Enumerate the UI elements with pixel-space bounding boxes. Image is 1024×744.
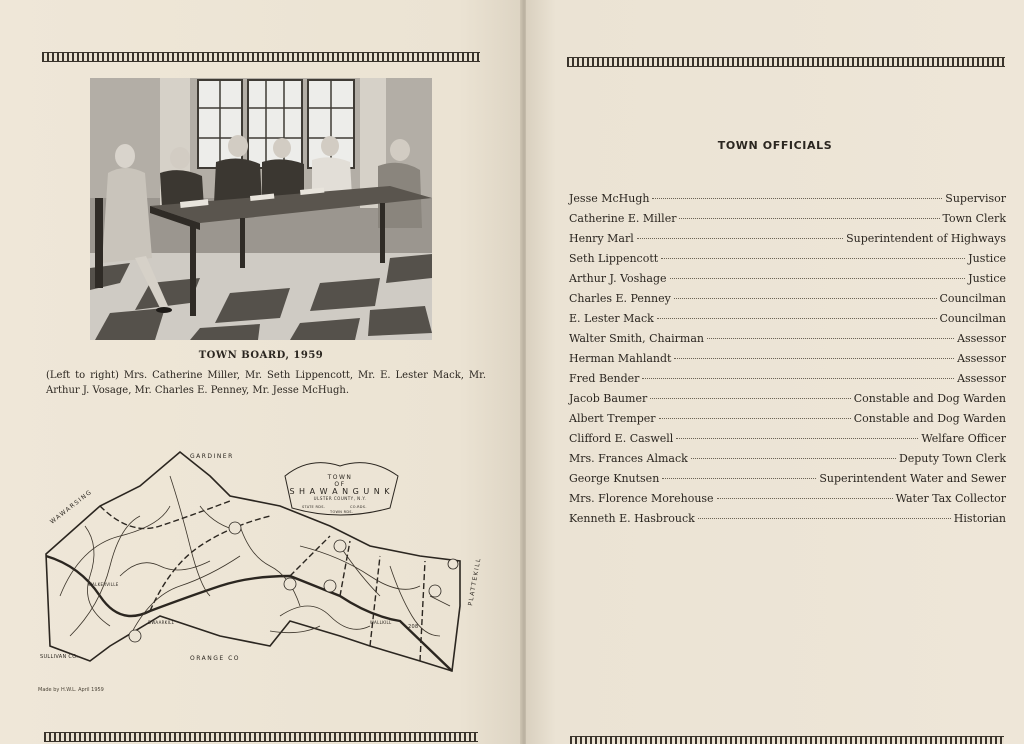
dot-leader (674, 298, 937, 299)
map-credit: Made by H.W.L. April 1959 (38, 687, 104, 693)
township-map (40, 446, 492, 696)
top-ornament-border (42, 52, 480, 62)
dot-leader (717, 498, 893, 499)
map-title-line3: S H A W A N G U N K (289, 487, 391, 496)
official-name: George Knutsen (569, 472, 660, 485)
official-role: Councilman (939, 312, 1006, 325)
map-title-line4: ULSTER COUNTY, N.Y. (313, 496, 367, 501)
dot-leader (661, 258, 965, 259)
official-role: Constable and Dog Warden (853, 412, 1006, 425)
official-role: Justice (968, 252, 1006, 265)
town-board-photo-image (90, 78, 432, 340)
map-label-dwaarkill: DWAARKILL (148, 620, 175, 625)
dot-leader (691, 458, 896, 459)
top-ornament-border-right (567, 57, 1005, 67)
official-name: Herman Mahlandt (569, 352, 672, 365)
official-row (569, 212, 1006, 232)
dot-leader (650, 398, 851, 399)
official-row (569, 492, 1006, 512)
official-role: Welfare Officer (921, 432, 1006, 445)
map-label-wawarsing: WAWARSING (48, 488, 94, 526)
official-role: Deputy Town Clerk (898, 452, 1006, 465)
map-legend-state: STATE RDS. (302, 505, 326, 509)
dot-leader (657, 318, 937, 319)
map-label-walkerville: WALKERVILLE (88, 582, 119, 587)
map-title-line2: OF (334, 481, 346, 488)
official-row (569, 292, 1006, 312)
official-row (569, 312, 1006, 332)
official-role: Supervisor (945, 192, 1006, 205)
official-role: Constable and Dog Warden (853, 392, 1006, 405)
town-boundary (46, 452, 460, 671)
map-legend-town: TOWN RDS. (330, 510, 354, 514)
official-role: Water Tax Collector (895, 492, 1006, 505)
dot-leader (676, 438, 918, 439)
official-role: Justice (968, 272, 1006, 285)
official-role: Town Clerk (942, 212, 1006, 225)
dot-leader (637, 238, 843, 239)
official-row (569, 372, 1006, 392)
official-row (569, 472, 1006, 492)
official-name: Albert Tremper (569, 412, 656, 425)
map-title-line1: TOWN (327, 474, 353, 481)
dot-leader (662, 478, 816, 479)
official-row (569, 232, 1006, 252)
official-name: Mrs. Frances Almack (569, 452, 688, 465)
official-row (569, 392, 1006, 412)
dot-leader (674, 358, 954, 359)
official-name: E. Lester Mack (569, 312, 654, 325)
official-role: Superintendent of Highways (846, 232, 1006, 245)
dot-leader (659, 418, 851, 419)
dot-leader (670, 278, 966, 279)
official-row (569, 192, 1006, 212)
official-row (569, 452, 1006, 472)
map-label-orange: ORANGE CO (190, 655, 241, 662)
official-name: Seth Lippencott (569, 252, 659, 265)
dot-leader (652, 198, 942, 199)
official-row (569, 352, 1006, 372)
official-name: Kenneth E. Hasbrouck (569, 512, 695, 525)
official-name: Fred Bender (569, 372, 640, 385)
official-role: Historian (953, 512, 1006, 525)
town-board-photo (90, 78, 432, 340)
official-row (569, 432, 1006, 452)
official-name: Walter Smith, Chairman (569, 332, 705, 345)
map-label-wallkill: WALLKILL (370, 620, 392, 625)
dot-leader (679, 218, 939, 219)
dot-leader (642, 378, 954, 379)
official-row (569, 252, 1006, 272)
bottom-ornament-border-right (570, 736, 1004, 744)
official-row (569, 272, 1006, 292)
official-role: Superintendent Water and Sewer (819, 472, 1006, 485)
official-role: Assessor (957, 352, 1006, 365)
official-name: Catherine E. Miller (569, 212, 677, 225)
state-road (46, 556, 452, 671)
officials-title: TOWN OFFICIALS (717, 139, 833, 152)
map-label-gardiner: GARDINER (190, 453, 234, 460)
map-label-route-208: 208 (408, 624, 419, 630)
official-role: Councilman (939, 292, 1006, 305)
official-name: Charles E. Penney (569, 292, 671, 305)
photo-caption-text: (Left to right) Mrs. Catherine Miller, Mr. Seth Lippencott, Mr. E. Lester Mack, Mr. Arthur J. Vosage, Mr. Charles E. Penney, Mr. Jesse McHugh. (46, 370, 486, 396)
official-name: Henry Marl (569, 232, 634, 245)
dot-leader (707, 338, 954, 339)
official-name: Jesse McHugh (569, 192, 650, 205)
bottom-ornament-border (44, 732, 478, 742)
official-role: Assessor (957, 372, 1006, 385)
photo-caption-title: TOWN BOARD, 1959 (198, 350, 324, 361)
official-row (569, 412, 1006, 432)
map-label-sullivan: SULLIVAN CO. (40, 654, 79, 660)
map-legend-county: CO.RDS. (350, 505, 367, 509)
official-row (569, 512, 1006, 532)
official-name: Jacob Baumer (569, 392, 648, 405)
official-role: Assessor (957, 332, 1006, 345)
official-name: Clifford E. Caswell (569, 432, 674, 445)
official-row (569, 332, 1006, 352)
officials-list (569, 192, 1006, 532)
official-name: Mrs. Florence Morehouse (569, 492, 714, 505)
dot-leader (698, 518, 951, 519)
official-name: Arthur J. Voshage (569, 272, 667, 285)
map-label-plattekill: PLATTEKILL (467, 556, 483, 607)
county-roads (100, 501, 425, 661)
